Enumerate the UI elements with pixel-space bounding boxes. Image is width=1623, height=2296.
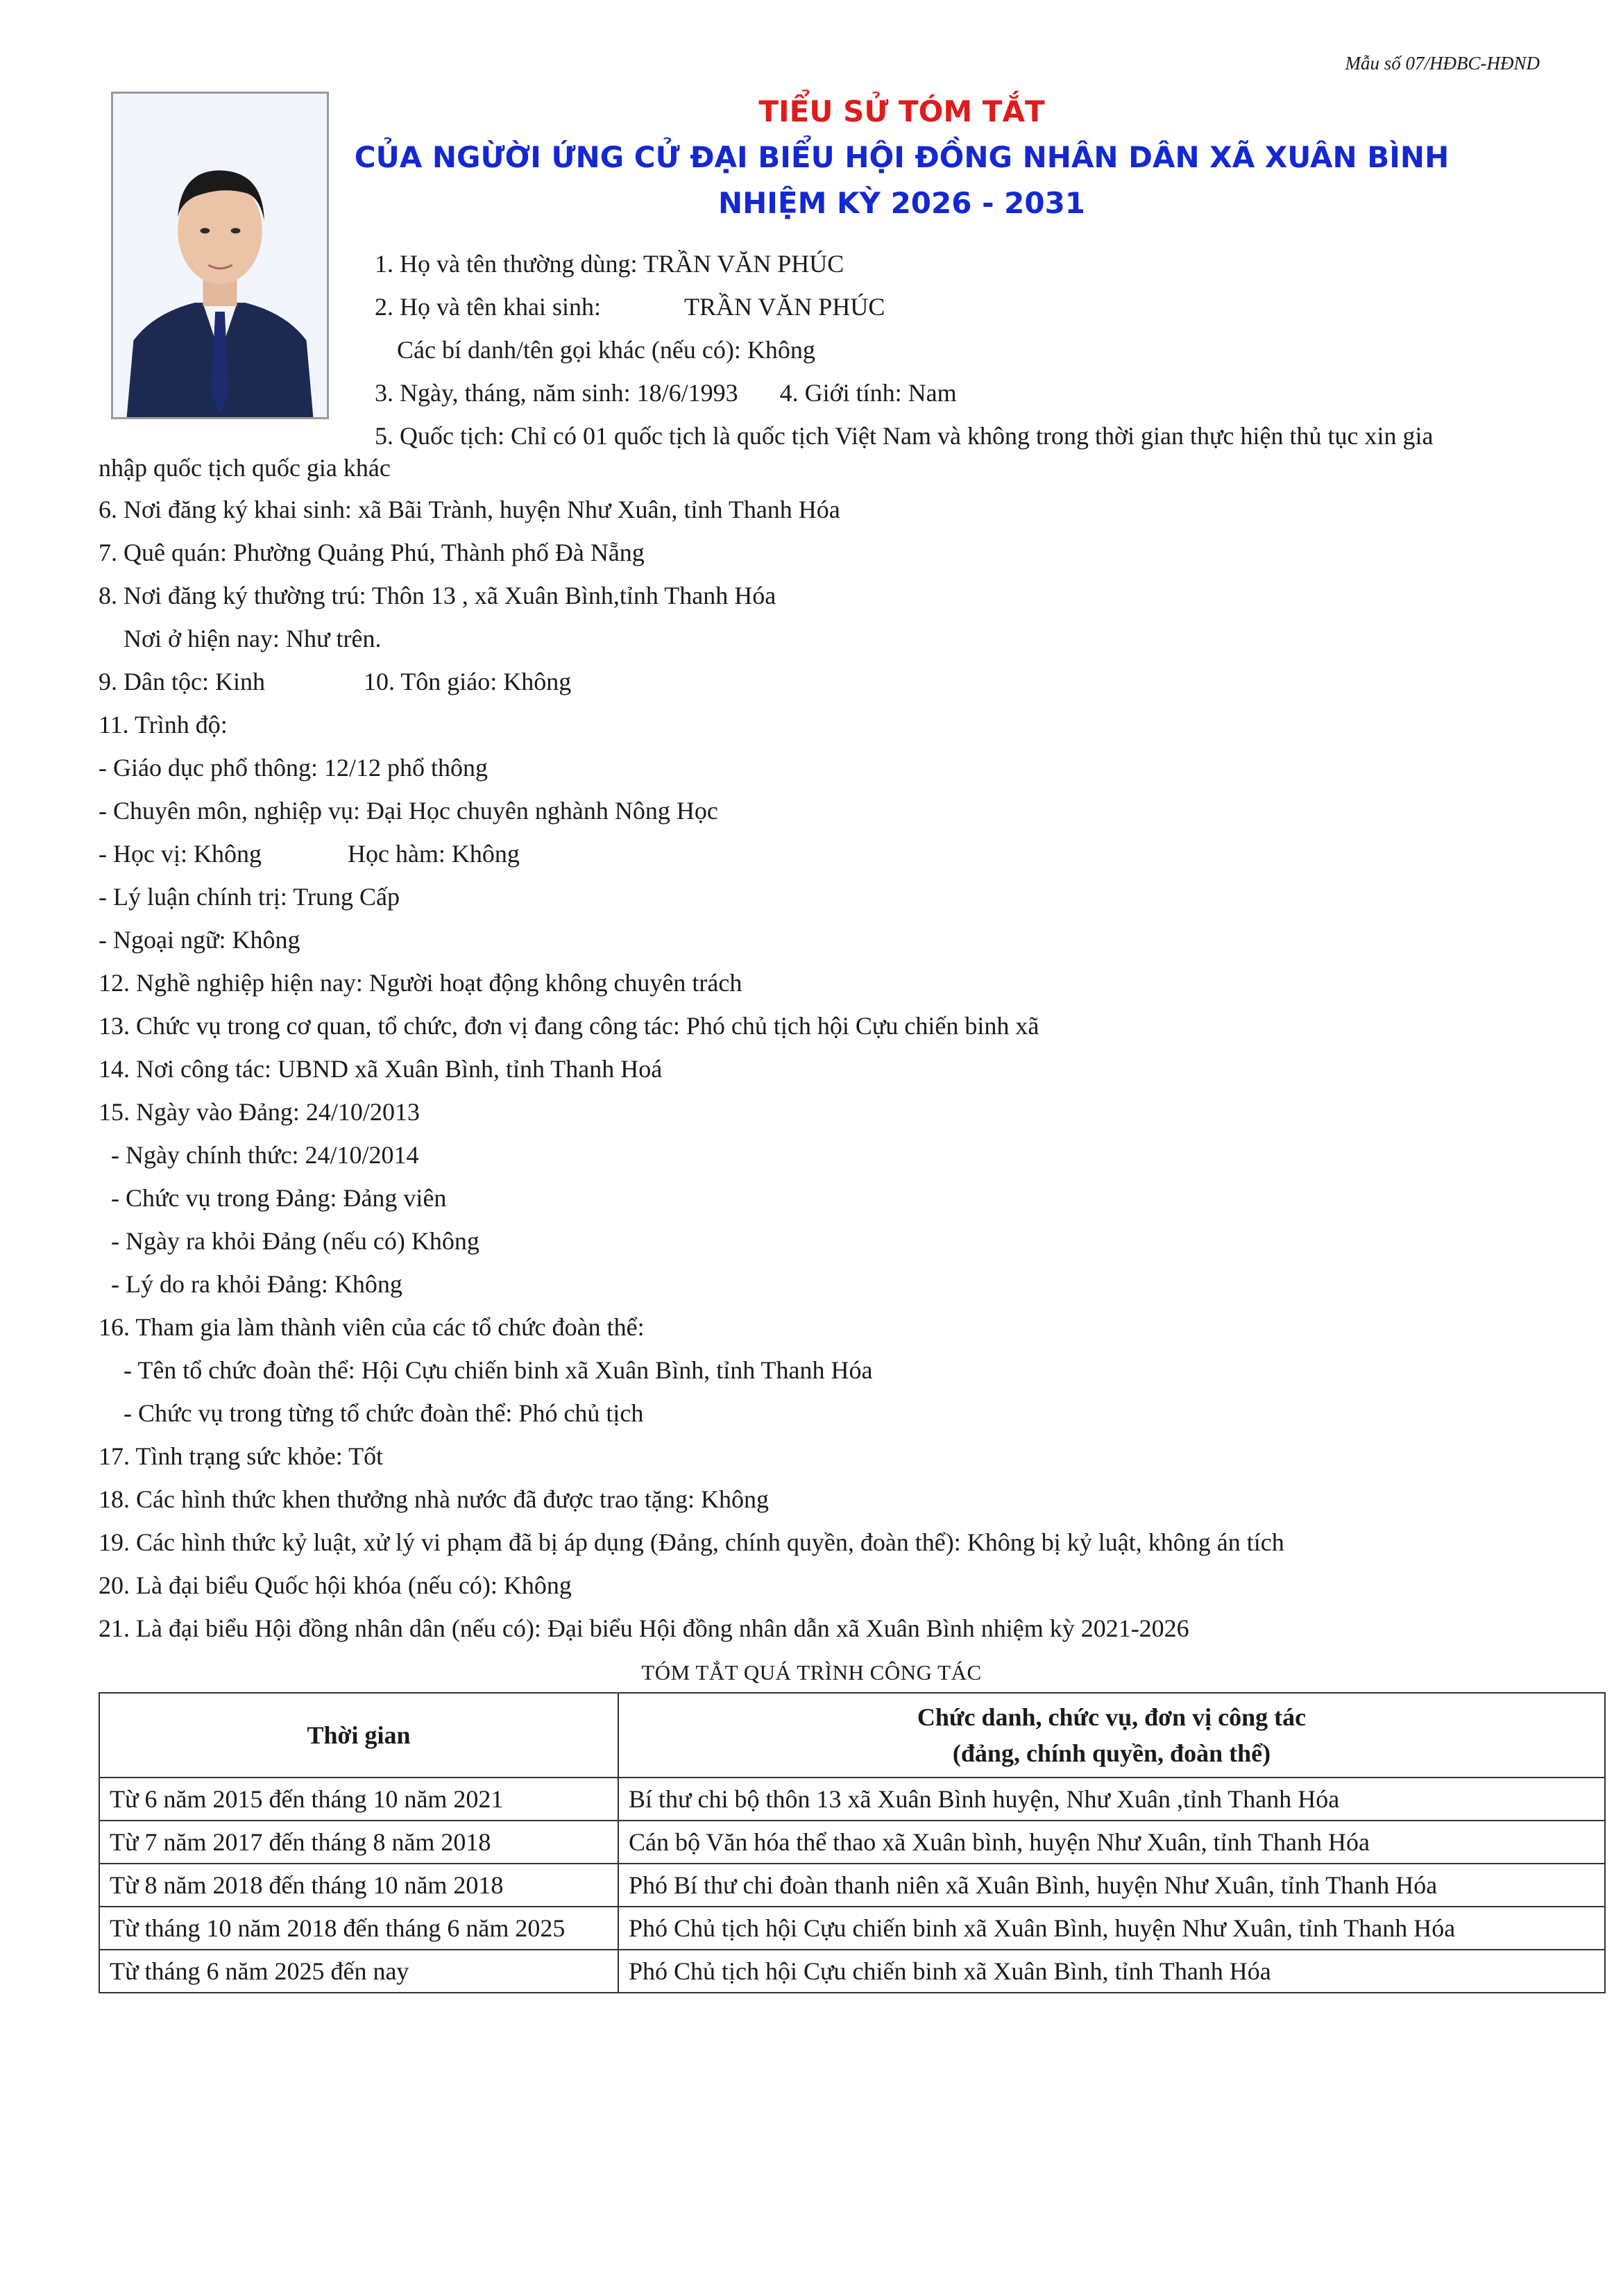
document-title: [0, 89, 1623, 226]
row-time: Từ 6 năm 2015 đến tháng 10 năm 2021: [99, 1778, 618, 1821]
title-line-1: TIỂU SỬ TÓM TẮT: [758, 94, 1045, 128]
field-nationality-cont: nhập quốc tịch quốc gia khác: [99, 454, 391, 482]
field-degree: - Học vị: Không: [99, 840, 262, 868]
field-specialization: - Chuyên môn, nghiệp vụ: Đại Học chuyên nghành Nông Học: [99, 797, 718, 825]
field-national-assembly: 20. Là đại biểu Quốc hội khóa (nếu có): Không: [99, 1571, 572, 1599]
form-code: Mẫu số 07/HĐBC-HĐND: [1345, 53, 1540, 74]
field-peoples-council: 21. Là đại biểu Hội đồng nhân dân (nếu có): Đại biểu Hội đồng nhân dẫn xã Xuân Bình nhiệm kỳ 2021-2026: [99, 1614, 1189, 1642]
work-history-title: TÓM TẮT QUÁ TRÌNH CÔNG TÁC: [641, 1660, 982, 1685]
row-position: Phó Bí thư chi đoàn thanh niên xã Xuân Bình, huyện Như Xuân, tỉnh Thanh Hóa: [618, 1864, 1605, 1907]
table-row: [99, 1821, 1605, 1864]
field-aliases: Các bí danh/tên gọi khác (nếu có): Không: [397, 336, 815, 364]
header-time: Thời gian: [99, 1693, 618, 1778]
table-header-row: [99, 1693, 1605, 1778]
header-position-line-1: Chức danh, chức vụ, đơn vị công tác: [917, 1703, 1307, 1731]
row-time: Từ tháng 10 năm 2018 đến tháng 6 năm 2025: [99, 1907, 618, 1950]
field-birth-registration: 6. Nơi đăng ký khai sinh: xã Bãi Trành, huyện Như Xuân, tỉnh Thanh Hóa: [99, 496, 840, 523]
row-position: Phó Chủ tịch hội Cựu chiến binh xã Xuân Bình, tỉnh Thanh Hóa: [618, 1950, 1605, 1993]
field-religion: 10. Tôn giáo: Không: [363, 668, 572, 695]
table-row: [99, 1950, 1605, 1993]
field-organization-position: - Chức vụ trong từng tổ chức đoàn thể: Phó chủ tịch: [124, 1399, 644, 1427]
field-birth-date-value: 3. Ngày, tháng, năm sinh: 18/6/1993: [375, 379, 738, 407]
field-academic-title: Học hàm: Không: [347, 840, 520, 868]
field-permanent-residence: 8. Nơi đăng ký thường trú: Thôn 13 , xã Xuân Bình,tỉnh Thanh Hóa: [99, 582, 776, 609]
field-health: 17. Tình trạng sức khỏe: Tốt: [99, 1442, 384, 1470]
field-workplace: 14. Nơi công tác: UBND xã Xuân Bình, tỉnh Thanh Hoá: [99, 1055, 663, 1083]
field-awards: 18. Các hình thức khen thưởng nhà nước đã được trao tặng: Không: [99, 1485, 769, 1513]
row-position: Bí thư chi bộ thôn 13 xã Xuân Bình huyện, Như Xuân ,tỉnh Thanh Hóa: [618, 1778, 1605, 1821]
field-birth-name: [375, 292, 885, 322]
row-position: Phó Chủ tịch hội Cựu chiến binh xã Xuân Bình, huyện Như Xuân, tỉnh Thanh Hóa: [618, 1907, 1605, 1950]
row-time: Từ 7 năm 2017 đến tháng 8 năm 2018: [99, 1821, 618, 1864]
title-line-3: NHIỆM KỲ 2026 - 2031: [717, 186, 1086, 220]
field-education: 11. Trình độ:: [99, 711, 228, 738]
field-organizations: 16. Tham gia làm thành viên của các tổ chức đoàn thể:: [99, 1313, 645, 1341]
field-gender: 4. Giới tính: Nam: [779, 379, 957, 407]
field-current-residence: Nơi ở hiện nay: Như trên.: [124, 625, 382, 652]
field-nationality: 5. Quốc tịch: Chỉ có 01 quốc tịch là quốc tịch Việt Nam và không trong thời gian thực hiện thủ tục xin gia: [375, 422, 1434, 450]
title-line-2: CỦA NGỪỜI ỨNG CỬ ĐẠI BIỂU HỘI ĐỒNG NHÂN DÂN XÃ XUÂN BÌNH: [354, 140, 1450, 174]
field-general-education: - Giáo dục phổ thông: 12/12 phổ thông: [99, 754, 488, 782]
field-party-leave-date: - Ngày ra khỏi Đảng (nếu có) Không: [111, 1227, 479, 1255]
field-birth-name-label: 2. Họ và tên khai sinh:: [375, 293, 601, 321]
row-time: Từ tháng 6 năm 2025 đến nay: [99, 1950, 618, 1993]
field-hometown: 7. Quê quán: Phường Quảng Phú, Thành phố Đà Nẵng: [99, 539, 645, 566]
field-party-leave-reason: - Lý do ra khỏi Đảng: Không: [111, 1270, 402, 1298]
field-party-position: - Chức vụ trong Đảng: Đảng viên: [111, 1184, 447, 1212]
field-ethnicity-religion: [99, 666, 571, 697]
field-political-theory: - Lý luận chính trị: Trung Cấp: [99, 883, 400, 911]
field-birth-name-value: TRẦN VĂN PHÚC: [683, 293, 885, 321]
work-history-table: [99, 1692, 1606, 1993]
field-party-official-date: - Ngày chính thức: 24/10/2014: [111, 1141, 419, 1169]
row-position: Cán bộ Văn hóa thể thao xã Xuân bình, huyện Như Xuân, tỉnh Thanh Hóa: [618, 1821, 1605, 1864]
field-occupation: 12. Nghề nghiệp hiện nay: Người hoạt động không chuyên trách: [99, 969, 742, 997]
field-discipline: 19. Các hình thức kỷ luật, xử lý vi phạm đã bị áp dụng (Đảng, chính quyền, đoàn thể): Không bị kỷ luật, không án tích: [99, 1528, 1284, 1556]
header-position: [618, 1693, 1605, 1778]
field-party-join-date: 15. Ngày vào Đảng: 24/10/2013: [99, 1098, 420, 1126]
field-current-position: 13. Chức vụ trong cơ quan, tổ chức, đơn vị đang công tác: Phó chủ tịch hội Cựu chiến binh xã: [99, 1012, 1039, 1040]
field-foreign-language: - Ngoại ngữ: Không: [99, 926, 300, 954]
field-organization-name: - Tên tổ chức đoàn thể: Hội Cựu chiến binh xã Xuân Bình, tỉnh Thanh Hóa: [124, 1356, 873, 1384]
table-row: [99, 1864, 1605, 1907]
table-row: [99, 1778, 1605, 1821]
table-row: [99, 1907, 1605, 1950]
field-common-name: 1. Họ và tên thường dùng: TRẦN VĂN PHÚC: [375, 250, 844, 278]
field-birth-date: [375, 378, 957, 408]
field-ethnicity: 9. Dân tộc: Kinh: [99, 668, 265, 695]
header-position-line-2: (đảng, chính quyền, đoàn thể): [952, 1739, 1271, 1767]
row-time: Từ 8 năm 2018 đến tháng 10 năm 2018: [99, 1864, 618, 1907]
field-degree-row: [99, 838, 520, 869]
